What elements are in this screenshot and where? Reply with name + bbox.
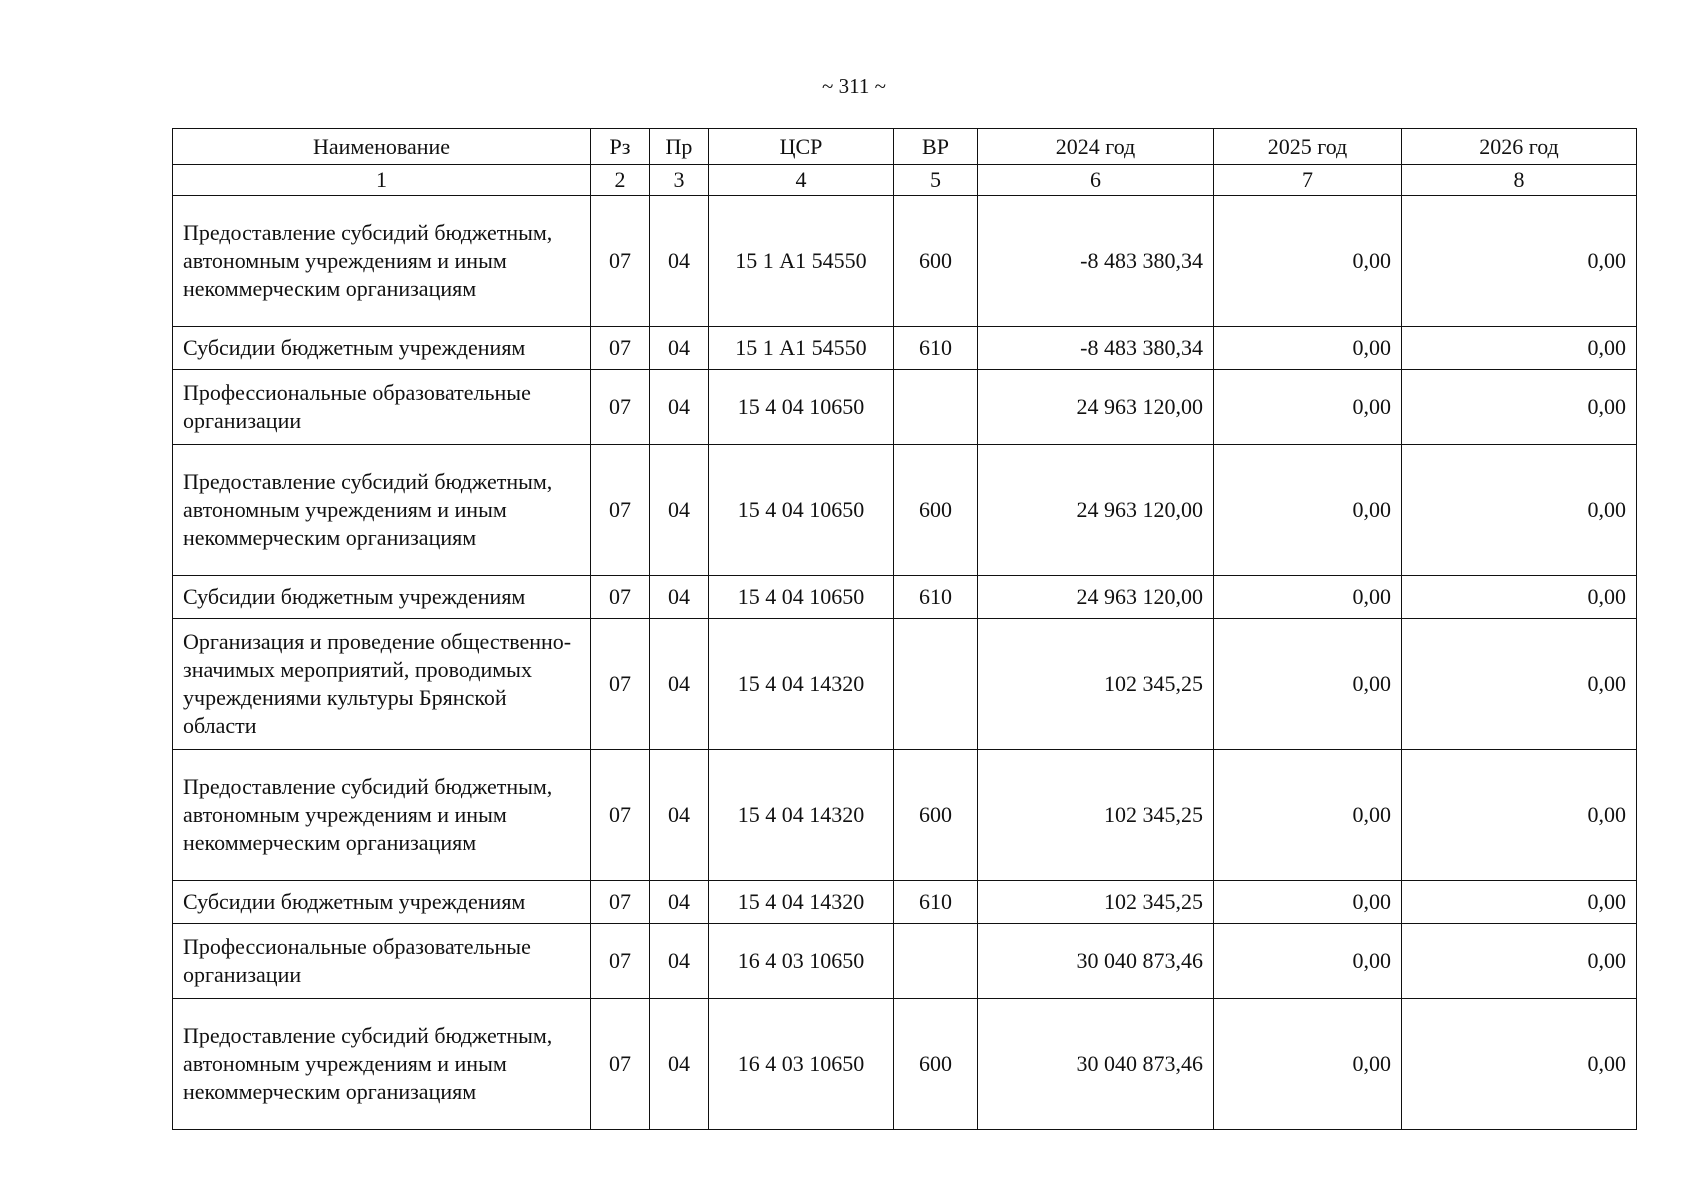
header-csr: ЦСР (709, 129, 894, 165)
cell-2026: 0,00 (1402, 750, 1637, 881)
cell-2024: 102 345,25 (978, 750, 1214, 881)
cell-2025: 0,00 (1214, 881, 1402, 924)
budget-table (172, 128, 1637, 1130)
cell-name: Профессиональные образовательные организации (173, 370, 591, 445)
cell-rz: 07 (591, 576, 650, 619)
cell-vr: 610 (894, 327, 978, 370)
cell-2024: 102 345,25 (978, 619, 1214, 750)
cell-csr: 15 4 04 14320 (709, 750, 894, 881)
cell-vr: 600 (894, 750, 978, 881)
cell-name: Профессиональные образовательные организации (173, 924, 591, 999)
table-row (173, 999, 1637, 1130)
cell-vr: 610 (894, 576, 978, 619)
column-number: 7 (1214, 165, 1402, 196)
cell-2026: 0,00 (1402, 327, 1637, 370)
header-row (173, 129, 1637, 165)
header-2026: 2026 год (1402, 129, 1637, 165)
cell-name: Организация и проведение общественно-значимых мероприятий, проводимых учреждениями культуры Брянской области (173, 619, 591, 750)
cell-name: Предоставление субсидий бюджетным, автономным учреждениям и иным некоммерческим организациям (173, 445, 591, 576)
cell-rz: 07 (591, 924, 650, 999)
column-number: 5 (894, 165, 978, 196)
cell-rz: 07 (591, 750, 650, 881)
table-row (173, 327, 1637, 370)
cell-2025: 0,00 (1214, 445, 1402, 576)
column-number: 3 (650, 165, 709, 196)
cell-2025: 0,00 (1214, 750, 1402, 881)
cell-vr: 600 (894, 445, 978, 576)
cell-csr: 15 4 04 14320 (709, 619, 894, 750)
cell-2025: 0,00 (1214, 327, 1402, 370)
cell-2026: 0,00 (1402, 196, 1637, 327)
cell-csr: 16 4 03 10650 (709, 924, 894, 999)
cell-pr: 04 (650, 619, 709, 750)
cell-vr (894, 619, 978, 750)
column-number-row (173, 165, 1637, 196)
cell-name: Предоставление субсидий бюджетным, автономным учреждениям и иным некоммерческим организациям (173, 196, 591, 327)
cell-pr: 04 (650, 881, 709, 924)
table-row (173, 370, 1637, 445)
cell-2024: 30 040 873,46 (978, 999, 1214, 1130)
cell-2025: 0,00 (1214, 370, 1402, 445)
cell-rz: 07 (591, 445, 650, 576)
cell-2026: 0,00 (1402, 619, 1637, 750)
cell-csr: 15 1 А1 54550 (709, 327, 894, 370)
cell-name: Субсидии бюджетным учреждениям (173, 327, 591, 370)
table-row (173, 881, 1637, 924)
cell-pr: 04 (650, 999, 709, 1130)
cell-pr: 04 (650, 327, 709, 370)
cell-pr: 04 (650, 576, 709, 619)
header-name: Наименование (173, 129, 591, 165)
cell-csr: 15 4 04 10650 (709, 576, 894, 619)
cell-pr: 04 (650, 370, 709, 445)
header-rz: Рз (591, 129, 650, 165)
cell-2025: 0,00 (1214, 196, 1402, 327)
cell-csr: 15 4 04 10650 (709, 445, 894, 576)
table-row (173, 750, 1637, 881)
cell-2024: -8 483 380,34 (978, 196, 1214, 327)
cell-rz: 07 (591, 619, 650, 750)
cell-2026: 0,00 (1402, 370, 1637, 445)
cell-vr (894, 370, 978, 445)
header-2024: 2024 год (978, 129, 1214, 165)
cell-pr: 04 (650, 924, 709, 999)
cell-vr: 600 (894, 999, 978, 1130)
table-row (173, 576, 1637, 619)
cell-csr: 15 1 А1 54550 (709, 196, 894, 327)
cell-csr: 16 4 03 10650 (709, 999, 894, 1130)
cell-2025: 0,00 (1214, 999, 1402, 1130)
table-row (173, 445, 1637, 576)
header-vr: ВР (894, 129, 978, 165)
cell-2025: 0,00 (1214, 619, 1402, 750)
cell-csr: 15 4 04 10650 (709, 370, 894, 445)
column-number: 2 (591, 165, 650, 196)
cell-vr (894, 924, 978, 999)
cell-rz: 07 (591, 327, 650, 370)
cell-2026: 0,00 (1402, 881, 1637, 924)
cell-2024: 24 963 120,00 (978, 576, 1214, 619)
cell-name: Предоставление субсидий бюджетным, автономным учреждениям и иным некоммерческим организациям (173, 999, 591, 1130)
cell-2025: 0,00 (1214, 576, 1402, 619)
cell-2026: 0,00 (1402, 576, 1637, 619)
table-row (173, 619, 1637, 750)
cell-2024: 24 963 120,00 (978, 370, 1214, 445)
header-2025: 2025 год (1214, 129, 1402, 165)
cell-pr: 04 (650, 750, 709, 881)
cell-rz: 07 (591, 196, 650, 327)
table-row (173, 924, 1637, 999)
cell-2024: 102 345,25 (978, 881, 1214, 924)
cell-name: Предоставление субсидий бюджетным, автономным учреждениям и иным некоммерческим организациям (173, 750, 591, 881)
header-pr: Пр (650, 129, 709, 165)
column-number: 1 (173, 165, 591, 196)
cell-2024: 30 040 873,46 (978, 924, 1214, 999)
cell-csr: 15 4 04 14320 (709, 881, 894, 924)
cell-rz: 07 (591, 999, 650, 1130)
cell-name: Субсидии бюджетным учреждениям (173, 881, 591, 924)
page-number: ~ 311 ~ (822, 74, 886, 98)
cell-pr: 04 (650, 445, 709, 576)
cell-rz: 07 (591, 370, 650, 445)
cell-2026: 0,00 (1402, 445, 1637, 576)
cell-2026: 0,00 (1402, 999, 1637, 1130)
cell-name: Субсидии бюджетным учреждениям (173, 576, 591, 619)
table-row (173, 196, 1637, 327)
cell-2024: -8 483 380,34 (978, 327, 1214, 370)
cell-pr: 04 (650, 196, 709, 327)
cell-2024: 24 963 120,00 (978, 445, 1214, 576)
column-number: 4 (709, 165, 894, 196)
column-number: 6 (978, 165, 1214, 196)
cell-2025: 0,00 (1214, 924, 1402, 999)
cell-vr: 610 (894, 881, 978, 924)
column-number: 8 (1402, 165, 1637, 196)
cell-2026: 0,00 (1402, 924, 1637, 999)
cell-vr: 600 (894, 196, 978, 327)
cell-rz: 07 (591, 881, 650, 924)
